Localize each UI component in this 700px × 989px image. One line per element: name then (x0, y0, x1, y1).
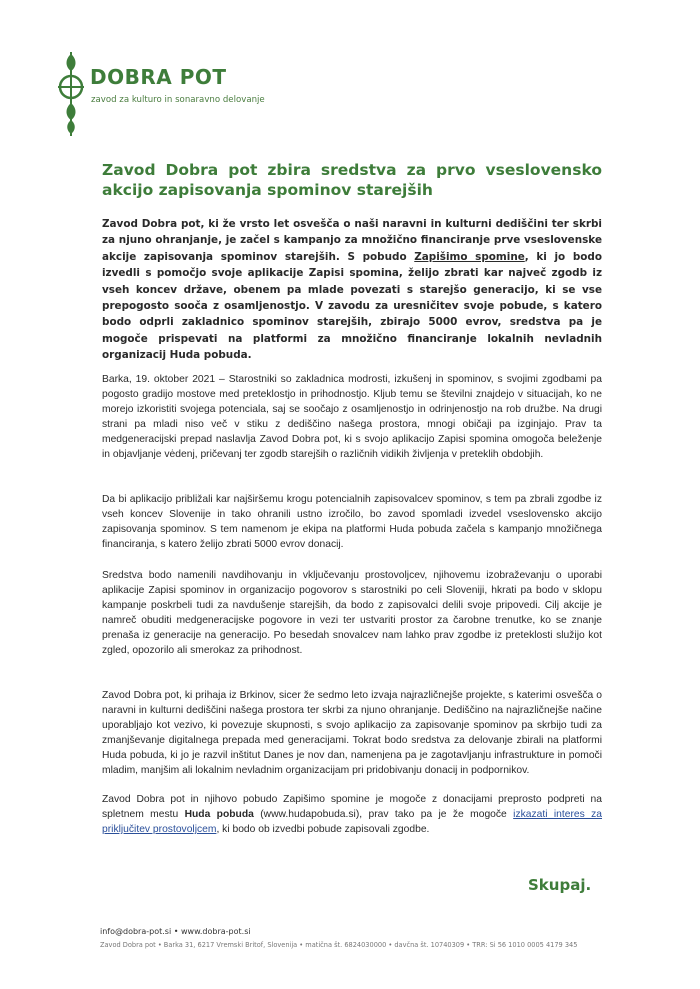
paragraph-5-text-a: Zavod Dobra pot in njihovo pobudo Zapišimo spomine je mogoče z donacijami preprosto podpreti na spletnem mestu (102, 794, 602, 820)
lead-text-1: Zavod Dobra pot, ki že vrsto let osvešča o naši naravni in kulturni dediščini ter skrbi za njuno ohranjanje, je začel s kampanjo za množično financiranje prve vseslovenske akcije zapisovanja spominov starejših. S pobudo (102, 218, 602, 263)
footer-details: Zavod Dobra pot • Barka 31, 6217 Vremski Britof, Slovenija • matična št. 6824030000 • davčna št. 10740309 • TRR: Si 56 1010 0005 4179 345 (100, 941, 578, 949)
paragraph-5-text-d: , ki bodo ob izvedbi pobude zapisovali zgodbe. (216, 824, 430, 835)
paragraph-5-text-c: (www.hudapobuda.si), prav tako pa je že mogoče (253, 809, 514, 820)
brand-name: DOBRA POT (90, 65, 227, 89)
paragraph-2: Da bi aplikacijo približali kar najširšemu krogu potencialnih zapisovalcev spominov, s tem pa zbrali zgodbe iz vseh koncev Slovenije in tako ohranili ustno izročilo, bo zavod spomladi izvedel vseslovensko akcijo zapisovanja spominov. S tem namenom je ekipa na platformi Huda pobuda začela s kampanjo množičnega financiranja, s katero želijo zbrati 5000 evrov donacij. (102, 494, 602, 550)
paragraph-5 (102, 792, 602, 837)
brand-tagline: zavod za kulturo in sonaravno delovanje (91, 95, 265, 105)
initiative-name: Zapišimo spomine (414, 250, 525, 263)
platform-name: Huda pobuda (184, 809, 254, 820)
headline: Zavod Dobra pot zbira sredstva za prvo vseslovensko akcijo zapisovanja spominov starejših (102, 161, 602, 199)
volunteer-interest-link[interactable]: izkazati interes za priključitev prostovoljcem (102, 809, 603, 835)
paragraph-4: Zavod Dobra pot, ki prihaja iz Brkinov, sicer že sedmo leto izvaja najrazličnejše projekte, s katerimi osvešča o naravni in kulturni dediščini našega prostora ter skrbi za njuno ohranjanje. Dediščino na najrazličnejše načine uporabljajo kot vezivo, ki povezuje skupnosti, s svojo aplikacijo za zapisovanje spominov pa skrbijo tudi za zmanjševanje digitalnega prepada med generacijami. Tokrat bodo sredstva za delovanje zbirali na platformi Huda pobuda, ki jo je razvil inštitut Danes je nov dan, namenjena pa je zagotavljanju infrastrukture in pomoči mladim, manjšim ali lokalnim nevladnim organizacijam pri pridobivanju donacij in podpornikov. (102, 690, 602, 776)
signoff: Skupaj. (528, 876, 592, 894)
lead-text-2: , ki jo bodo izvedli s pomočjo svoje aplikacije Zapisi spomina, želijo zbrati kar največ zgodb iz vseh koncev države, obenem pa mlade povezati s starejšo generacijo, ki se vse prepogosto sooča z osamljenostjo. V zavodu za uresničitev svoje pobude, s katero bodo odprli zakladnico spominov starejših, zbirajo 5000 evrov, sredstva pa je mogoče prispevati na platformi za množično financiranje lokalnih nevladnih organizacij Huda pobuda. (102, 250, 603, 362)
paragraph-1: Barka, 19. oktober 2021 – Starostniki so zakladnica modrosti, izkušenj in spominov, s svojimi zgodbami pa pogosto gradijo mostove med preteklostjo in prihodnostjo. Kljub temu se številni znajdejo v situacijah, ko ne morejo izkoristiti svojega potenciala, saj se soočajo z osamljenostjo in odrinjenostjo na rob družbe. Na drugi strani pa mladi niso več v stiku z dediščino našega prostora, mnogi običaji pa izginjajo. Prav ta medgeneracijski prepad naslavlja Zavod Dobra pot, ki s svojo aplikacijo Zapisi spomina omogoča beleženje in objavljanje vėdenj, pričevanj ter zgodb starejših o različnih vidikih življenja v preteklih obdobjih. (102, 374, 602, 460)
paragraph-3: Sredstva bodo namenili navdihovanju in vključevanju prostovoljcev, njihovemu izobraževanju o uporabi aplikacije Zapisi spominov in organizacijo pogovorov s starostniki po celi Sloveniji, hkrati pa bodo v sklopu kampanje poskrbeli tudi za navdušenje starejših, da bodo z zapisovalci delili svoje pripovedi. Cilj akcije je namreč obuditi medgeneracijske pogovore in vezi ter ustvariti prostor za čarobne trenutke, ko se znanje prenaša iz generacije na generacijo. Po besedah snovalcev nam lahko prav zgodbe iz preteklosti služijo kot zgled, opozorilo ali smerokaz za prihodnost. (102, 570, 602, 656)
logo (56, 50, 286, 140)
leaf-tree-icon (56, 50, 86, 138)
footer-contact: info@dobra-pot.si • www.dobra-pot.si (100, 927, 251, 936)
lead-paragraph (102, 216, 602, 364)
